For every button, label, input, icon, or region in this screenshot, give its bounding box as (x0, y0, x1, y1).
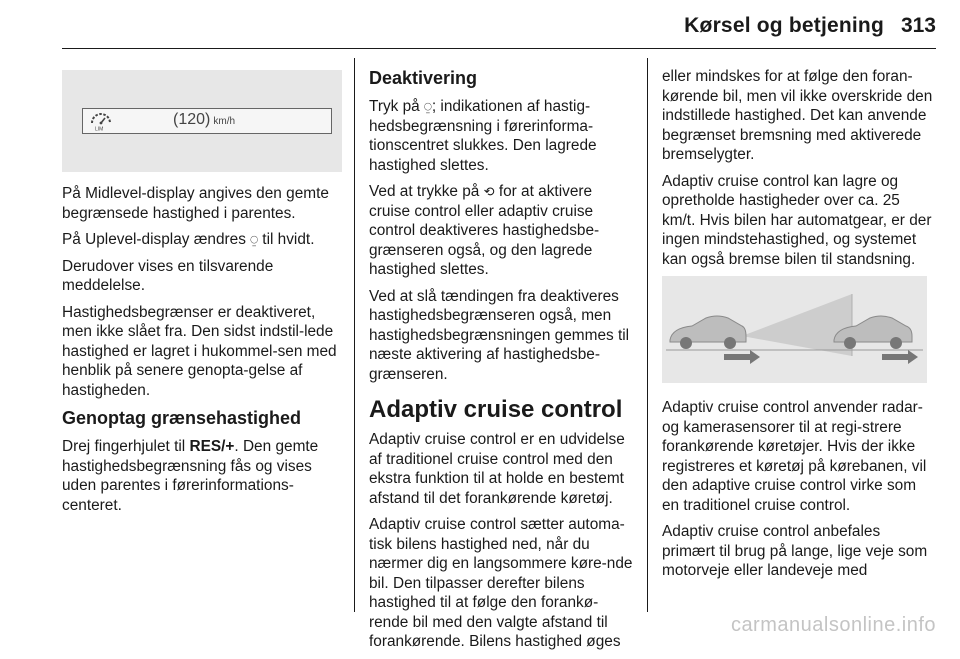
paragraph-press-cruise: Ved at trykke på ⟲ for at aktivere cruise control eller adaptiv cruise control deaktiveres hastighedsbe-grænseren også, og den lagrede hastighed slettes. (369, 183, 600, 278)
speed-limiter-icon: ⍜ (424, 99, 432, 114)
paragraph-press-limiter: Tryk på ⍜; indikationen af hastig-hedsbegrænsning i førerinforma-tionscentret slukkes. Den lagrede hastighed slettes. (369, 98, 597, 174)
arrow-right-icon (724, 350, 760, 364)
right-column-lower (662, 398, 937, 588)
paragraph-acc-speed: Adaptiv cruise control sætter automa-tisk bilens hastighed ned, når du nærmer dig en langsommere køre-nde bil. Den tilpasser derefter bilens hastighed til at følge den forankø-rende bil med den valgte afstand til forankørende. Bilens hastighed øges (369, 516, 633, 650)
paragraph-message: Derudover vises en tilsvarende meddelelse. (62, 257, 274, 294)
limit-speed-value: (120) (173, 111, 211, 128)
paragraph-uplevel: På Uplevel-display ændres ⍜ til hvidt. (62, 231, 315, 248)
limit-speed-unit: km/h (213, 116, 236, 127)
limit-speed-readout (173, 111, 235, 129)
speed-limiter-icon: ⍜ (250, 232, 259, 247)
column-divider-left (354, 58, 355, 612)
paragraph-acc-continued: eller mindskes for at følge den foran-kørende bil, men vil ikke overskride den indstillede hastighed. Det kan anvende begrænset bremsning med aktiverede bremselygter. (662, 68, 933, 163)
paragraph-deactivated: Hastighedsbegrænser er deaktiveret, men ikke slået fra. Den sidst indstil-lede hastighed er lagret i hukommel-sen med henblik på senere genopta-gelse af hastigheden. (62, 303, 337, 399)
right-column (662, 67, 937, 276)
radar-beam (742, 294, 852, 356)
arrow-right-icon (882, 350, 918, 364)
speedometer-limiter-icon (89, 111, 113, 131)
middle-column (369, 67, 635, 659)
lim-badge: LIM (95, 126, 104, 131)
paragraph-ignition-off: Ved at slå tændingen fra deaktiveres hastighedsbegrænseren også, men hastighedsbegrænsningen gemmes til næste aktivering af hastighedsbe-grænseren. (369, 287, 630, 383)
paragraph-acc-store-speed: Adaptiv cruise control kan lagre og opretholde hastigheder over ca. 25 km/t. Hvis bilen har automatgear, er der ingen mindstehastighed, og systemet kan også bremse bilen til standsning. (662, 172, 932, 268)
res-plus-label: RES/+ (189, 438, 235, 455)
paragraph-acc-recommended: Adaptiv cruise control anbefales primært til brug på lange, lige veje som motorveje eller landeveje med (662, 523, 928, 579)
following-cars-drawing (662, 276, 927, 383)
left-column (62, 184, 347, 522)
heading-adaptive-cruise-control: Adaptiv cruise control (369, 396, 623, 423)
rear-car-icon (670, 316, 746, 349)
driver-info-display (82, 108, 332, 134)
adaptive-cruise-illustration (662, 276, 927, 383)
watermark: carmanualsonline.info (730, 614, 936, 636)
column-divider-right (647, 58, 648, 612)
paragraph-resume: Drej fingerhjulet til RES/+. Den gemte hastighedsbegrænsning fås og vises uden parentes i førerinformations-centeret. (62, 438, 319, 514)
paragraph-acc-sensors: Adaptiv cruise control anvender radar- og kamerasensorer til at regi-strere forankørende køretøjer. Hvis der ikke registreres et køretøj på kørebanen, vil den adaptive cruise control virke som en traditionel cruise control. (662, 399, 927, 514)
heading-resume-limit: Genoptag grænsehastighed (62, 408, 302, 428)
paragraph-acc-intro: Adaptiv cruise control er en udvidelse af traditionel cruise control med den ekstra funktion til at holde en bestemt afstand til det forankørende køretøj. (369, 431, 625, 507)
header-rule (62, 48, 936, 49)
heading-deactivation: Deaktivering (369, 68, 478, 88)
section-title: Kørsel og betjening (684, 14, 884, 37)
paragraph-midlevel: På Midlevel-display angives den gemte begrænsede hastighed i parentes. (62, 185, 329, 222)
speed-limit-display-illustration (62, 70, 342, 172)
page-number: 313 (900, 14, 936, 37)
cruise-control-icon: ⟲ (483, 184, 495, 199)
